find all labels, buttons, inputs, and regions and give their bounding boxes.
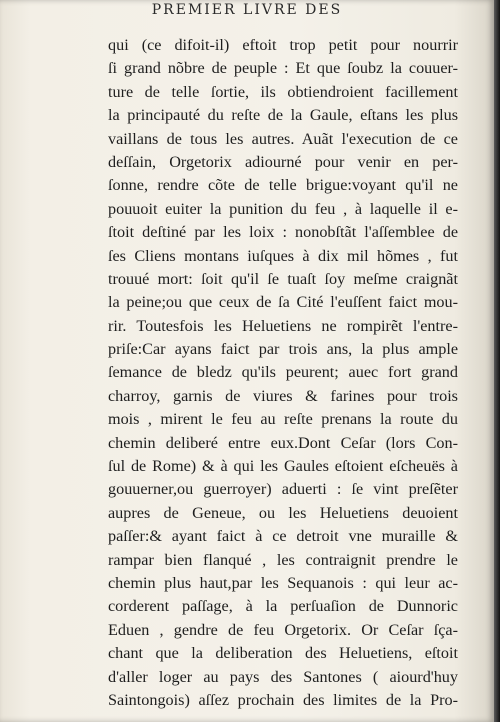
text-line: corderent paſſage, à la perſuaſion de Dunnoric <box>108 597 458 616</box>
text-line: ſemance de bledz qu'ils peurent; auec fort grand <box>108 363 458 382</box>
page-edge-shadow <box>494 0 500 722</box>
text-line: rampar bien flanqué , les contraignit prendre le <box>108 550 458 569</box>
text-line: ſtoit deſtiné par les loix : nonobſtãt l'aſſemblee de <box>108 223 458 242</box>
running-head: PREMIER LIVRE DES <box>151 2 343 18</box>
text-line: charroy, garnis de viures & farines pour trois <box>108 386 458 405</box>
text-line: ſonne, rendre cõte de telle brigue:voyant qu'il ne <box>108 176 458 195</box>
text-line: chant que la deliberation des Heluetiens, eſtoit <box>108 644 458 663</box>
text-line: chemin plus haut,par les Sequanois : qui leur ac- <box>108 573 458 592</box>
text-line: vaillans de tous les autres. Auãt l'execution de ce <box>108 129 458 148</box>
text-line: paſſer:& ayant faict à ce detroit vne muraille & <box>108 527 458 546</box>
text-line: la principauté du reſte de la Gaule, eſtans les plus <box>108 106 458 125</box>
text-line: qui (ce difoit-il) eftoit trop petit pour nourrir <box>108 36 458 54</box>
text-line: Eduen , gendre de feu Orgetorix. Or Ceſar ſça- <box>108 620 458 639</box>
text-line: priſe:Car ayans faict par trois ans, la plus ample <box>108 340 458 359</box>
text-line: rir. Toutesfois les Heluetiens ne rompirẽt l'entre- <box>108 316 458 335</box>
text-line: pouuoit euiter la punition du feu , à laquelle il e- <box>108 199 458 218</box>
text-line: ture de telle ſortie, ils obtiendroient facillement <box>108 82 458 101</box>
text-line: gouuerner,ou guerroyer) aduerti : ſe vint preſẽter <box>108 480 458 499</box>
text-line: deſſain, Orgetorix adiourné pour venir en per- <box>108 152 458 171</box>
text-line: ſi grand nõbre de peuple : Et que ſoubz la couuer- <box>108 59 458 78</box>
text-line: aupres de Geneue, ou les Heluetiens deuoient <box>108 503 458 522</box>
text-block <box>108 34 458 712</box>
text-line: Saintongois) aſſez prochain des limites de la Pro- <box>108 690 458 709</box>
text-line: trouué mort: ſoit qu'il ſe tuaſt ſoy meſme craignãt <box>108 269 458 288</box>
text-line: mois , mirent le feu au reſte prenans la route du <box>108 410 458 429</box>
text-line: ſes Cliens montans iuſques à dix mil hõmes , fut <box>108 246 458 265</box>
text-line: la peine;ou que ceux de ſa Cité l'euſſent faict mou- <box>108 293 458 312</box>
text-line: chemin deliberé entre eux.Dont Ceſar (lors Con- <box>108 433 458 452</box>
text-line: ſul de Rome) & à qui les Gaules eſtoient eſcheuës à <box>108 457 458 476</box>
text-line: d'aller loger au pays des Santones ( aiourd'huy <box>108 667 458 686</box>
